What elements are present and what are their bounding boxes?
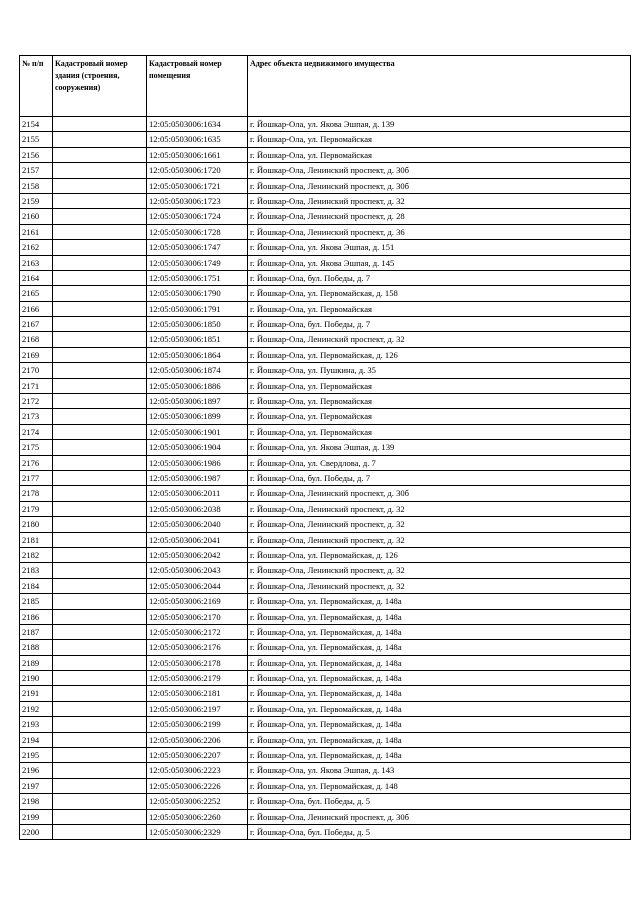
table-row: [20, 778, 631, 793]
row-number: 2192: [20, 701, 53, 716]
row-number: 2186: [20, 609, 53, 624]
row-number: 2159: [20, 193, 53, 208]
building-cadastral-number: [53, 547, 147, 562]
property-address: г. Йошкар-Ола, бул. Победы, д. 7: [248, 470, 631, 485]
row-number: 2195: [20, 748, 53, 763]
row-number: 2163: [20, 255, 53, 270]
property-address: г. Йошкар-Ола, Ленинский проспект, д. 32: [248, 501, 631, 516]
row-number: 2155: [20, 132, 53, 147]
row-number: 2172: [20, 394, 53, 409]
row-number: 2200: [20, 824, 53, 839]
table-row: [20, 470, 631, 485]
table-row: [20, 378, 631, 393]
premises-cadastral-number: 12:05:0503006:2223: [147, 763, 248, 778]
property-address: г. Йошкар-Ола, Ленинский проспект, д. 28: [248, 209, 631, 224]
table-row: [20, 224, 631, 239]
property-address: г. Йошкар-Ола, Ленинский проспект, д. 30б: [248, 163, 631, 178]
table-row: [20, 717, 631, 732]
row-number: 2178: [20, 486, 53, 501]
building-cadastral-number: [53, 624, 147, 639]
table-row: [20, 163, 631, 178]
property-address: г. Йошкар-Ола, бул. Победы, д. 5: [248, 824, 631, 839]
row-number: 2154: [20, 117, 53, 132]
table-row: [20, 132, 631, 147]
building-cadastral-number: [53, 455, 147, 470]
premises-cadastral-number: 12:05:0503006:1747: [147, 240, 248, 255]
row-number: 2161: [20, 224, 53, 239]
building-cadastral-number: [53, 394, 147, 409]
premises-cadastral-number: 12:05:0503006:1850: [147, 317, 248, 332]
premises-cadastral-number: 12:05:0503006:1751: [147, 270, 248, 285]
property-address: г. Йошкар-Ола, ул. Первомайская, д. 148а: [248, 640, 631, 655]
building-cadastral-number: [53, 809, 147, 824]
table-row: [20, 286, 631, 301]
building-cadastral-number: [53, 655, 147, 670]
premises-cadastral-number: 12:05:0503006:2206: [147, 732, 248, 747]
premises-cadastral-number: 12:05:0503006:2260: [147, 809, 248, 824]
table-row: [20, 486, 631, 501]
premises-cadastral-number: 12:05:0503006:1728: [147, 224, 248, 239]
building-cadastral-number: [53, 732, 147, 747]
building-cadastral-number: [53, 563, 147, 578]
row-number: 2197: [20, 778, 53, 793]
premises-cadastral-number: 12:05:0503006:2329: [147, 824, 248, 839]
row-number: 2157: [20, 163, 53, 178]
building-cadastral-number: [53, 594, 147, 609]
property-address: г. Йошкар-Ола, Ленинский проспект, д. 36: [248, 224, 631, 239]
row-number: 2160: [20, 209, 53, 224]
building-cadastral-number: [53, 301, 147, 316]
premises-cadastral-number: 12:05:0503006:1886: [147, 378, 248, 393]
row-number: 2180: [20, 517, 53, 532]
property-address: г. Йошкар-Ола, ул. Первомайская, д. 148а: [248, 671, 631, 686]
row-number: 2177: [20, 470, 53, 485]
property-address: г. Йошкар-Ола, ул. Пушкина, д. 35: [248, 363, 631, 378]
row-number: 2191: [20, 686, 53, 701]
premises-cadastral-number: 12:05:0503006:2043: [147, 563, 248, 578]
table-row: [20, 824, 631, 839]
premises-cadastral-number: 12:05:0503006:2178: [147, 655, 248, 670]
building-cadastral-number: [53, 132, 147, 147]
premises-cadastral-number: 12:05:0503006:1904: [147, 440, 248, 455]
table-row: [20, 794, 631, 809]
premises-cadastral-number: 12:05:0503006:2011: [147, 486, 248, 501]
table-row: [20, 394, 631, 409]
property-address: г. Йошкар-Ола, ул. Якова Эшпая, д. 145: [248, 255, 631, 270]
building-cadastral-number: [53, 147, 147, 162]
building-cadastral-number: [53, 317, 147, 332]
table-row: [20, 748, 631, 763]
table-row: [20, 501, 631, 516]
property-address: г. Йошкар-Ола, ул. Первомайская: [248, 301, 631, 316]
premises-cadastral-number: 12:05:0503006:1790: [147, 286, 248, 301]
premises-cadastral-number: 12:05:0503006:2197: [147, 701, 248, 716]
property-address: г. Йошкар-Ола, ул. Первомайская: [248, 424, 631, 439]
header-number: № п/п: [20, 56, 53, 117]
row-number: 2164: [20, 270, 53, 285]
premises-cadastral-number: 12:05:0503006:1791: [147, 301, 248, 316]
premises-cadastral-number: 12:05:0503006:2170: [147, 609, 248, 624]
table-row: [20, 532, 631, 547]
row-number: 2176: [20, 455, 53, 470]
property-address: г. Йошкар-Ола, ул. Якова Эшпая, д. 139: [248, 117, 631, 132]
premises-cadastral-number: 12:05:0503006:2181: [147, 686, 248, 701]
building-cadastral-number: [53, 686, 147, 701]
property-address: г. Йошкар-Ола, Ленинский проспект, д. 32: [248, 563, 631, 578]
table-row: [20, 655, 631, 670]
premises-cadastral-number: 12:05:0503006:1661: [147, 147, 248, 162]
building-cadastral-number: [53, 778, 147, 793]
building-cadastral-number: [53, 240, 147, 255]
premises-cadastral-number: 12:05:0503006:2044: [147, 578, 248, 593]
premises-cadastral-number: 12:05:0503006:1864: [147, 347, 248, 362]
building-cadastral-number: [53, 671, 147, 686]
table-row: [20, 424, 631, 439]
building-cadastral-number: [53, 532, 147, 547]
building-cadastral-number: [53, 609, 147, 624]
premises-cadastral-number: 12:05:0503006:1720: [147, 163, 248, 178]
premises-cadastral-number: 12:05:0503006:2179: [147, 671, 248, 686]
table-row: [20, 255, 631, 270]
table-row: [20, 609, 631, 624]
table-row: [20, 409, 631, 424]
table-row: [20, 117, 631, 132]
table-row: [20, 809, 631, 824]
table-row: [20, 270, 631, 285]
premises-cadastral-number: 12:05:0503006:1899: [147, 409, 248, 424]
table-row: [20, 440, 631, 455]
premises-cadastral-number: 12:05:0503006:2038: [147, 501, 248, 516]
header-row: [20, 56, 631, 117]
building-cadastral-number: [53, 378, 147, 393]
table-row: [20, 578, 631, 593]
premises-cadastral-number: 12:05:0503006:2169: [147, 594, 248, 609]
building-cadastral-number: [53, 363, 147, 378]
building-cadastral-number: [53, 117, 147, 132]
building-cadastral-number: [53, 270, 147, 285]
row-number: 2199: [20, 809, 53, 824]
row-number: 2187: [20, 624, 53, 639]
premises-cadastral-number: 12:05:0503006:1749: [147, 255, 248, 270]
property-address: г. Йошкар-Ола, ул. Свердлова, д. 7: [248, 455, 631, 470]
building-cadastral-number: [53, 224, 147, 239]
building-cadastral-number: [53, 517, 147, 532]
row-number: 2168: [20, 332, 53, 347]
property-address: г. Йошкар-Ола, Ленинский проспект, д. 32: [248, 193, 631, 208]
table-row: [20, 347, 631, 362]
row-number: 2169: [20, 347, 53, 362]
property-address: г. Йошкар-Ола, ул. Первомайская: [248, 394, 631, 409]
table-row: [20, 147, 631, 162]
premises-cadastral-number: 12:05:0503006:2226: [147, 778, 248, 793]
premises-cadastral-number: 12:05:0503006:1851: [147, 332, 248, 347]
property-address: г. Йошкар-Ола, ул. Первомайская: [248, 147, 631, 162]
premises-cadastral-number: 12:05:0503006:1635: [147, 132, 248, 147]
table-row: [20, 363, 631, 378]
property-address: г. Йошкар-Ола, ул. Якова Эшпая, д. 143: [248, 763, 631, 778]
property-address: г. Йошкар-Ола, ул. Первомайская, д. 148а: [248, 594, 631, 609]
table-row: [20, 732, 631, 747]
row-number: 2193: [20, 717, 53, 732]
property-address: г. Йошкар-Ола, ул. Первомайская, д. 148а: [248, 717, 631, 732]
property-address: г. Йошкар-Ола, ул. Первомайская, д. 148а: [248, 732, 631, 747]
row-number: 2165: [20, 286, 53, 301]
table-row: [20, 317, 631, 332]
table-row: [20, 701, 631, 716]
table-row: [20, 178, 631, 193]
premises-cadastral-number: 12:05:0503006:1723: [147, 193, 248, 208]
building-cadastral-number: [53, 286, 147, 301]
building-cadastral-number: [53, 255, 147, 270]
property-address: г. Йошкар-Ола, ул. Первомайская, д. 148а: [248, 624, 631, 639]
premises-cadastral-number: 12:05:0503006:1721: [147, 178, 248, 193]
property-address: г. Йошкар-Ола, ул. Первомайская, д. 148а: [248, 686, 631, 701]
building-cadastral-number: [53, 424, 147, 439]
row-number: 2174: [20, 424, 53, 439]
row-number: 2190: [20, 671, 53, 686]
table-row: [20, 563, 631, 578]
header-premises-cadastral: Кадастровый номер помещения: [147, 56, 248, 117]
row-number: 2175: [20, 440, 53, 455]
building-cadastral-number: [53, 824, 147, 839]
table-row: [20, 301, 631, 316]
property-address: г. Йошкар-Ола, бул. Победы, д. 7: [248, 317, 631, 332]
building-cadastral-number: [53, 578, 147, 593]
premises-cadastral-number: 12:05:0503006:2041: [147, 532, 248, 547]
building-cadastral-number: [53, 409, 147, 424]
premises-cadastral-number: 12:05:0503006:1901: [147, 424, 248, 439]
property-address: г. Йошкар-Ола, ул. Первомайская, д. 148а: [248, 701, 631, 716]
table-row: [20, 640, 631, 655]
table-row: [20, 686, 631, 701]
property-address: г. Йошкар-Ола, ул. Первомайская, д. 148а: [248, 609, 631, 624]
table-row: [20, 455, 631, 470]
building-cadastral-number: [53, 347, 147, 362]
row-number: 2167: [20, 317, 53, 332]
row-number: 2183: [20, 563, 53, 578]
property-address: г. Йошкар-Ола, ул. Первомайская, д. 126: [248, 547, 631, 562]
premises-cadastral-number: 12:05:0503006:2172: [147, 624, 248, 639]
row-number: 2156: [20, 147, 53, 162]
property-address: г. Йошкар-Ола, ул. Первомайская, д. 148а: [248, 748, 631, 763]
table-header: [20, 56, 631, 117]
row-number: 2194: [20, 732, 53, 747]
property-address: г. Йошкар-Ола, ул. Первомайская, д. 158: [248, 286, 631, 301]
row-number: 2166: [20, 301, 53, 316]
row-number: 2184: [20, 578, 53, 593]
premises-cadastral-number: 12:05:0503006:2199: [147, 717, 248, 732]
table-row: [20, 209, 631, 224]
table-row: [20, 193, 631, 208]
building-cadastral-number: [53, 486, 147, 501]
row-number: 2196: [20, 763, 53, 778]
registry-table: [19, 55, 631, 840]
property-address: г. Йошкар-Ола, ул. Первомайская, д. 148а: [248, 655, 631, 670]
premises-cadastral-number: 12:05:0503006:1897: [147, 394, 248, 409]
building-cadastral-number: [53, 748, 147, 763]
premises-cadastral-number: 12:05:0503006:1874: [147, 363, 248, 378]
row-number: 2189: [20, 655, 53, 670]
row-number: 2170: [20, 363, 53, 378]
table-row: [20, 547, 631, 562]
row-number: 2188: [20, 640, 53, 655]
row-number: 2185: [20, 594, 53, 609]
row-number: 2181: [20, 532, 53, 547]
building-cadastral-number: [53, 332, 147, 347]
building-cadastral-number: [53, 470, 147, 485]
building-cadastral-number: [53, 440, 147, 455]
property-address: г. Йошкар-Ола, ул. Первомайская: [248, 378, 631, 393]
building-cadastral-number: [53, 640, 147, 655]
header-address: Адрес объекта недвижимого имущества: [248, 56, 631, 117]
building-cadastral-number: [53, 763, 147, 778]
property-address: г. Йошкар-Ола, Ленинский проспект, д. 32: [248, 332, 631, 347]
property-address: г. Йошкар-Ола, ул. Якова Эшпая, д. 139: [248, 440, 631, 455]
building-cadastral-number: [53, 178, 147, 193]
building-cadastral-number: [53, 209, 147, 224]
table-row: [20, 594, 631, 609]
property-address: г. Йошкар-Ола, ул. Первомайская, д. 148: [248, 778, 631, 793]
premises-cadastral-number: 12:05:0503006:1634: [147, 117, 248, 132]
premises-cadastral-number: 12:05:0503006:2042: [147, 547, 248, 562]
property-address: г. Йошкар-Ола, Ленинский проспект, д. 32: [248, 532, 631, 547]
row-number: 2162: [20, 240, 53, 255]
table-row: [20, 240, 631, 255]
building-cadastral-number: [53, 501, 147, 516]
premises-cadastral-number: 12:05:0503006:1987: [147, 470, 248, 485]
row-number: 2179: [20, 501, 53, 516]
row-number: 2198: [20, 794, 53, 809]
table-row: [20, 763, 631, 778]
property-address: г. Йошкар-Ола, Ленинский проспект, д. 30б: [248, 809, 631, 824]
premises-cadastral-number: 12:05:0503006:1724: [147, 209, 248, 224]
premises-cadastral-number: 12:05:0503006:1986: [147, 455, 248, 470]
building-cadastral-number: [53, 701, 147, 716]
property-address: г. Йошкар-Ола, Ленинский проспект, д. 30б: [248, 486, 631, 501]
building-cadastral-number: [53, 163, 147, 178]
table-body: [20, 117, 631, 840]
row-number: 2173: [20, 409, 53, 424]
building-cadastral-number: [53, 717, 147, 732]
premises-cadastral-number: 12:05:0503006:2040: [147, 517, 248, 532]
table-row: [20, 624, 631, 639]
table-row: [20, 517, 631, 532]
row-number: 2158: [20, 178, 53, 193]
premises-cadastral-number: 12:05:0503006:2176: [147, 640, 248, 655]
property-address: г. Йошкар-Ола, бул. Победы, д. 5: [248, 794, 631, 809]
table-row: [20, 332, 631, 347]
premises-cadastral-number: 12:05:0503006:2252: [147, 794, 248, 809]
property-address: г. Йошкар-Ола, ул. Первомайская, д. 126: [248, 347, 631, 362]
header-building-cadastral: Кадастровый номер здания (строения, сооружения): [53, 56, 147, 117]
row-number: 2182: [20, 547, 53, 562]
table-row: [20, 671, 631, 686]
premises-cadastral-number: 12:05:0503006:2207: [147, 748, 248, 763]
property-address: г. Йошкар-Ола, ул. Первомайская: [248, 132, 631, 147]
building-cadastral-number: [53, 794, 147, 809]
property-address: г. Йошкар-Ола, Ленинский проспект, д. 30б: [248, 178, 631, 193]
property-address: г. Йошкар-Ола, ул. Якова Эшпая, д. 151: [248, 240, 631, 255]
building-cadastral-number: [53, 193, 147, 208]
property-address: г. Йошкар-Ола, Ленинский проспект, д. 32: [248, 517, 631, 532]
property-address: г. Йошкар-Ола, ул. Первомайская: [248, 409, 631, 424]
row-number: 2171: [20, 378, 53, 393]
property-address: г. Йошкар-Ола, Ленинский проспект, д. 32: [248, 578, 631, 593]
property-address: г. Йошкар-Ола, бул. Победы, д. 7: [248, 270, 631, 285]
